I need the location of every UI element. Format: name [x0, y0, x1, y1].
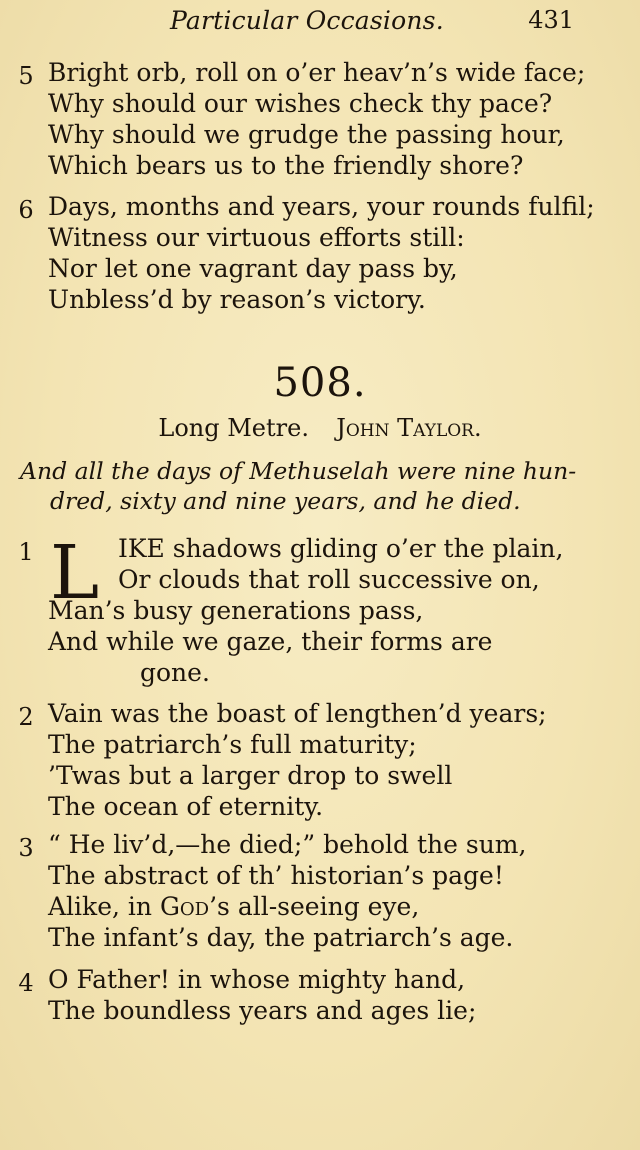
verse-line: Bright orb, roll on o’er heav’n’s wide face; [48, 58, 586, 87]
verse-line: And while we gaze, their forms are [48, 627, 493, 656]
divine-name: God [159, 892, 210, 921]
epigraph-line: And all the days of Methuselah were nine hun- [20, 457, 577, 485]
epigraph-line: dred, sixty and nine years, and he died. [50, 487, 521, 515]
hymn-number: 508. [273, 360, 367, 406]
verse-line: Which bears us to the friendly shore? [48, 151, 524, 180]
running-head: Particular Occasions. [170, 6, 444, 35]
verse-line: The infant’s day, the patriarch’s age. [48, 923, 514, 952]
verse-line: IKE shadows gliding o’er the plain, [118, 534, 564, 563]
stanza-number: 4 [18, 969, 34, 997]
verse-line: Witness our virtuous efforts still: [48, 223, 465, 252]
verse-text: Alike, in [48, 892, 160, 921]
verse-line-continuation: gone. [140, 658, 210, 687]
page-number: 431 [528, 6, 574, 34]
verse-line: The ocean of eternity. [48, 792, 324, 821]
verse-line: Or clouds that roll successive on, [118, 565, 540, 594]
stanza-number: 2 [18, 703, 34, 731]
hymn-meter-line [0, 414, 640, 442]
verse-line: Man’s busy generations pass, [48, 596, 424, 625]
author: John Taylor. [336, 414, 482, 442]
verse-line: The patriarch’s full maturity; [48, 730, 417, 759]
verse-line: Unbless’d by reason’s victory. [48, 285, 426, 314]
verse-line: ’Twas but a larger drop to swell [48, 761, 453, 790]
verse-line: The boundless years and ages lie; [48, 996, 477, 1025]
verse-line: Vain was the boast of lengthen’d years; [48, 699, 547, 728]
page-header [0, 6, 640, 40]
verse-line: The abstract of th’ historian’s page! [48, 861, 504, 890]
verse-line [48, 892, 419, 922]
verse-line: Nor let one vagrant day pass by, [48, 254, 458, 283]
stanza-number: 1 [18, 538, 34, 566]
verse-line: Why should we grudge the passing hour, [48, 120, 565, 149]
stanza-number: 5 [18, 62, 34, 90]
stanza-number: 6 [18, 196, 34, 224]
verse-line: Why should our wishes check thy pace? [48, 89, 553, 118]
meter: Long Metre. [158, 414, 309, 442]
verse-line: O Father! in whose mighty hand, [48, 965, 466, 994]
verse-line: “ He liv’d,—he died;” behold the sum, [48, 830, 527, 859]
verse-line: Days, months and years, your rounds fulfil; [48, 192, 595, 221]
verse-text: ’s all-seeing eye, [209, 892, 420, 921]
drop-cap: L [50, 530, 100, 616]
stanza-number: 3 [18, 834, 34, 862]
